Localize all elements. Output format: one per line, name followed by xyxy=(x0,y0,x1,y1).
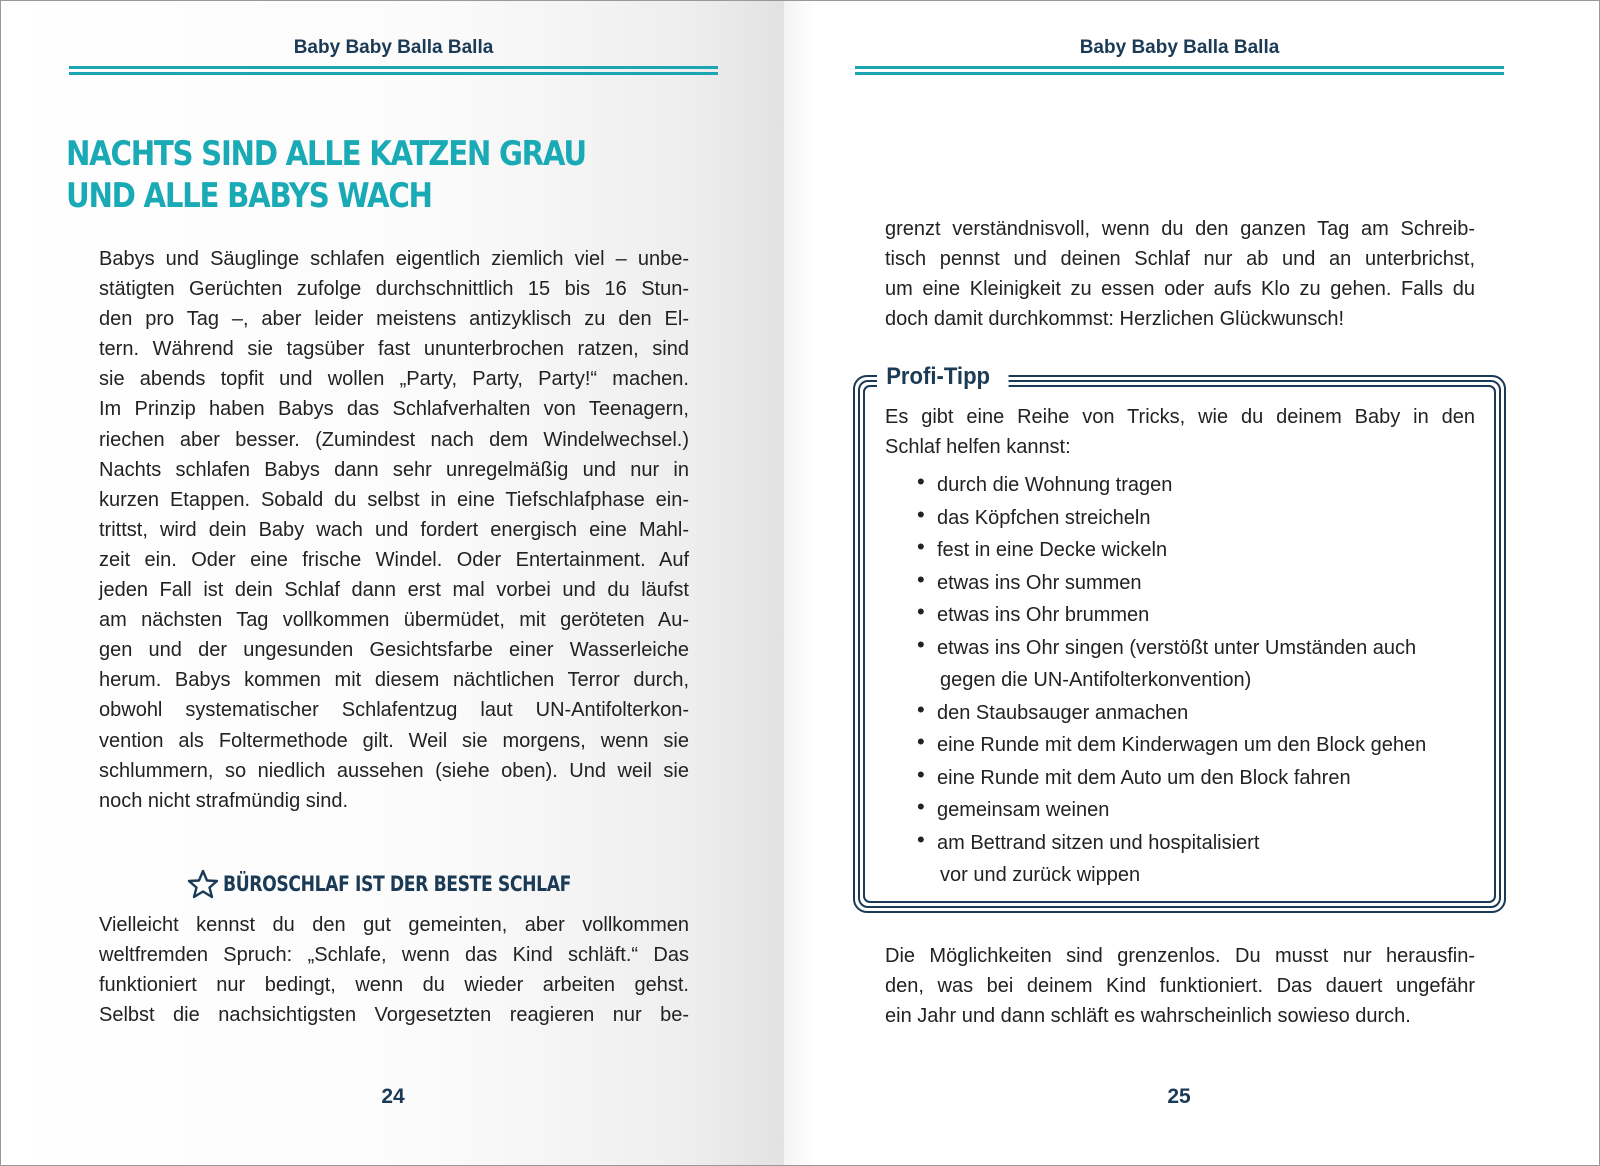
text-line: Nachts schlafen Babys dann sehr unregelmäßig und nur in xyxy=(99,458,689,481)
body-paragraph xyxy=(885,941,1475,1031)
list-item xyxy=(917,599,1477,632)
text-line: weltfremden Spruch: „Schlafe, wenn das Kind schläft.“ Das xyxy=(99,944,689,967)
tip-box xyxy=(853,363,1506,913)
title-line: NACHTS SIND ALLE KATZEN GRAU xyxy=(66,134,586,174)
body-paragraph xyxy=(885,214,1475,334)
text-line: doch damit durchkommst: Herzlichen Glückwunsch! xyxy=(885,308,1345,331)
text-line: grenzt verständnisvoll, wenn du den ganzen Tag am Schreib- xyxy=(885,218,1475,240)
text-line: den pro Tag –, aber leider meistens antizyklisch zu den El- xyxy=(99,308,689,331)
left-page xyxy=(1,1,784,1165)
list-item-text: etwas ins Ohr singen (verstößt unter Umständen auch xyxy=(937,636,1417,659)
list-item xyxy=(917,762,1477,795)
tip-box-title: Profi-Tipp xyxy=(877,363,1008,391)
text-line: Im Prinzip haben Babys das Schlafverhalten von Teenagern, xyxy=(99,398,689,421)
text-line: Babys und Säuglinge schlafen eigentlich ziemlich viel – unbe- xyxy=(99,248,689,270)
text-line: stätigten Gerüchten zufolge durchschnittlich 15 bis 16 Stun- xyxy=(99,278,689,301)
list-item-text: eine Runde mit dem Kinderwagen um den Block gehen xyxy=(937,734,1427,756)
list-item-text: gemeinsam weinen xyxy=(937,799,1110,821)
tip-list xyxy=(917,469,1477,892)
text-line: Es gibt eine Reihe von Tricks, wie du deinem Baby in den xyxy=(885,406,1475,428)
body-paragraph xyxy=(99,910,689,1030)
list-item-continuation: gegen die UN-Antifolterkonvention) xyxy=(940,669,1252,691)
text-line: Schlaf helfen kannst: xyxy=(885,436,1071,459)
list-item-text: durch die Wohnung tragen xyxy=(937,474,1173,496)
list-item xyxy=(917,567,1477,600)
list-item-text: etwas ins Ohr summen xyxy=(937,571,1142,594)
text-line: noch nicht strafmündig sind. xyxy=(99,789,349,812)
text-line: obwohl systematischer Schlafentzug laut UN-Antifolterkon- xyxy=(99,699,689,722)
list-item-text: etwas ins Ohr brummen xyxy=(937,604,1150,626)
text-line: riechen aber besser. (Zumindest nach dem Windelwechsel.) xyxy=(99,428,689,451)
running-head: Baby Baby Balla Balla xyxy=(293,37,494,58)
subheading-text: BÜROSCHLAF IST DER BESTE SCHLAF xyxy=(223,872,571,896)
text-line: Vielleicht kennst du den gut gemeinten, aber vollkommen xyxy=(99,914,689,936)
text-line: Die Möglichkeiten sind grenzenlos. Du musst nur herausfin- xyxy=(885,945,1475,967)
page-title xyxy=(66,133,586,217)
list-item xyxy=(917,632,1477,697)
text-line: sie abends topfit und wollen „Party, Party, Party!“ machen. xyxy=(99,368,689,391)
text-line: ein Jahr und dann schläft es wahrscheinlich sowieso durch. xyxy=(885,1005,1411,1028)
subheading xyxy=(187,869,647,899)
text-line: jeden Fall ist dein Schlaf dann erst mal vorbei und du läufst xyxy=(99,579,689,602)
text-line: um eine Kleinigkeit zu essen oder aufs Klo zu gehen. Falls du xyxy=(885,278,1475,301)
text-line: tisch pennst und deinen Schlaf nur ab und an unterbrichst, xyxy=(885,248,1475,271)
text-line: am nächsten Tag vollkommen übermüdet, mit geröteten Au- xyxy=(99,609,689,632)
header-rule xyxy=(69,66,718,76)
page-number: 24 xyxy=(381,1085,405,1108)
text-line: vention als Foltermethode gilt. Weil sie morgens, wenn sie xyxy=(99,729,689,752)
list-item-continuation: vor und zurück wippen xyxy=(940,864,1141,886)
text-line: den, was bei deinem Kind funktioniert. Das dauert ungefähr xyxy=(885,975,1475,998)
list-item xyxy=(917,502,1477,535)
text-line: Selbst die nachsichtigsten Vorgesetzten reagieren nur be- xyxy=(99,1004,689,1027)
list-item-text: fest in eine Decke wickeln xyxy=(937,539,1168,561)
list-item xyxy=(917,469,1477,502)
tip-intro xyxy=(885,402,1475,462)
list-item xyxy=(917,729,1477,762)
header-rule xyxy=(855,66,1504,76)
text-line: zeit ein. Oder eine frische Windel. Oder Entertainment. Auf xyxy=(99,548,689,571)
text-line: kurzen Etappen. Sobald du selbst in eine Tiefschlafphase ein- xyxy=(99,488,689,511)
list-item xyxy=(917,534,1477,567)
star-outline-icon xyxy=(187,869,219,899)
page-number: 25 xyxy=(1167,1085,1191,1108)
list-item-text: eine Runde mit dem Auto um den Block fahren xyxy=(937,766,1351,789)
list-item-text: am Bettrand sitzen und hospitalisiert xyxy=(937,831,1260,854)
text-line: trittst, wird dein Baby wach und fordert energisch eine Mahl- xyxy=(99,518,689,541)
title-line: UND ALLE BABYS WACH xyxy=(66,176,432,216)
running-head: Baby Baby Balla Balla xyxy=(1079,37,1280,58)
list-item xyxy=(917,794,1477,827)
text-line: funktioniert nur bedingt, wenn du wieder arbeiten gehst. xyxy=(99,974,689,997)
text-line: herum. Babys kommen mit diesem nächtlichen Terror durch, xyxy=(99,669,689,692)
list-item xyxy=(917,697,1477,730)
text-line: gen und der ungesunden Gesichtsfarbe einer Wasserleiche xyxy=(99,639,689,662)
body-paragraph xyxy=(99,244,689,816)
text-line: tern. Während sie tagsüber fast ununterbrochen ratzen, sind xyxy=(99,338,689,361)
text-line: schlummern, so niedlich aussehen (siehe oben). Und weil sie xyxy=(99,759,689,782)
list-item-text: den Staubsauger anmachen xyxy=(937,701,1189,724)
list-item xyxy=(917,827,1477,892)
list-item-text: das Köpfchen streicheln xyxy=(937,506,1151,529)
